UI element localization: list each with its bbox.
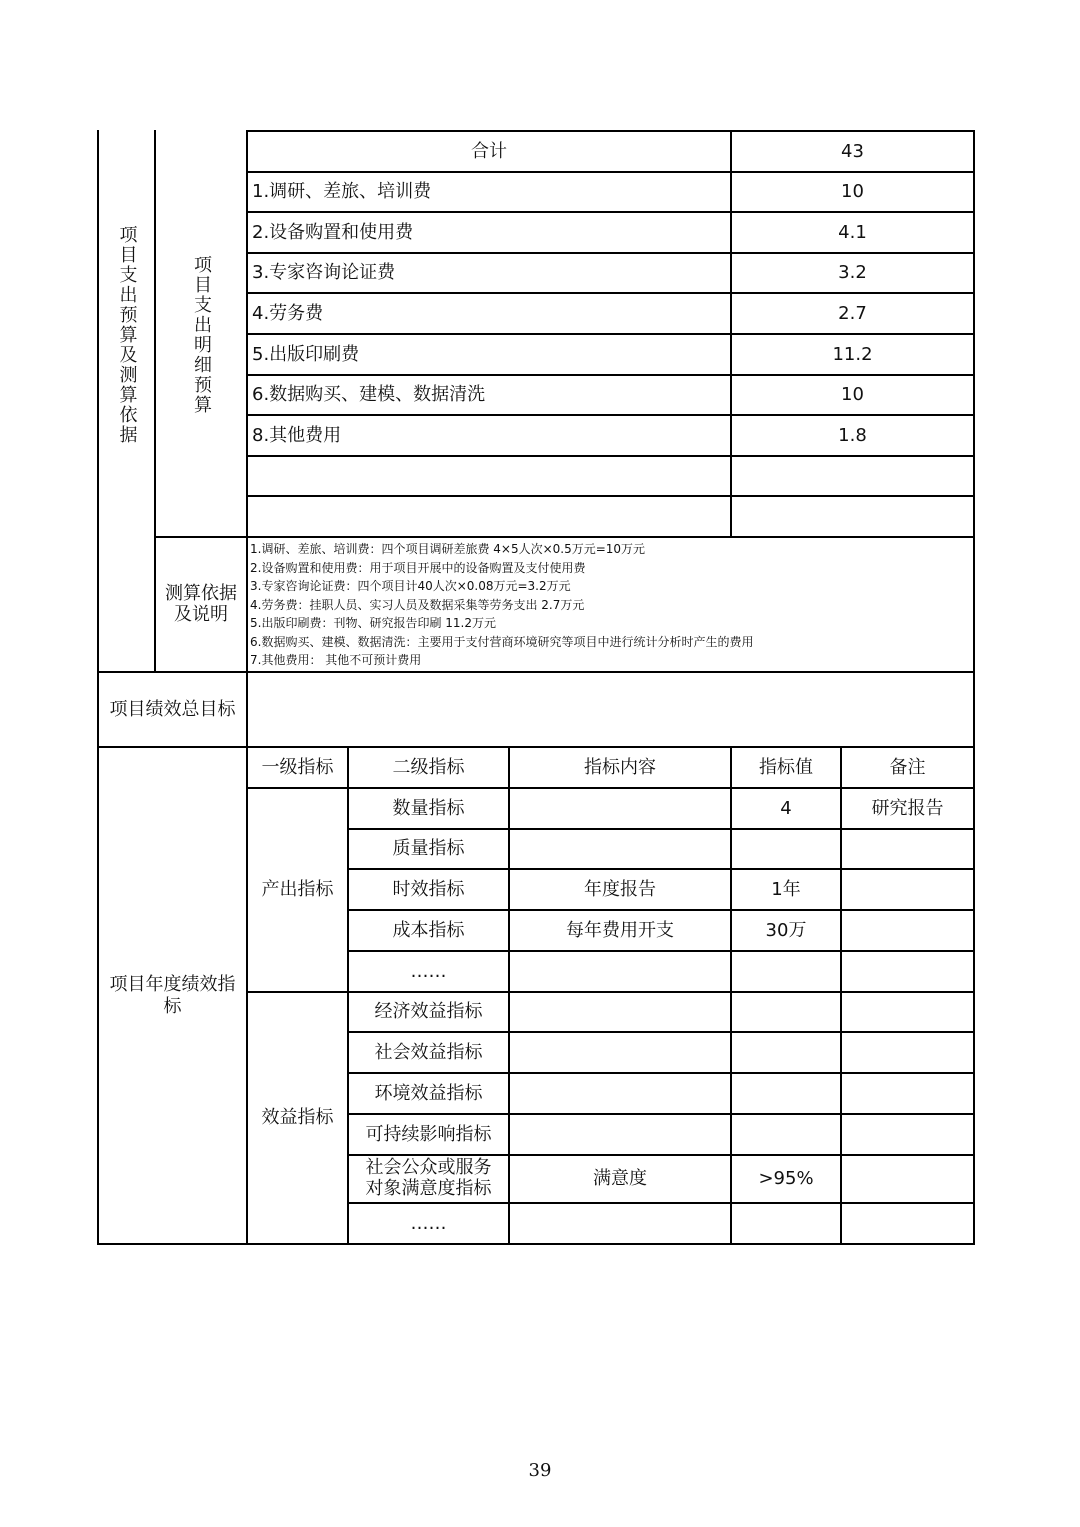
budget-item-label: 4.劳务费: [252, 302, 324, 324]
line: [97, 1243, 975, 1245]
indicator-value: 4: [780, 797, 792, 819]
indicator-name: 经济效益指标: [374, 1001, 483, 1023]
budget-item-value: 10: [841, 181, 864, 203]
indicator-note: [842, 911, 973, 950]
basis-label: [156, 538, 246, 671]
benefit-indicators-label: 效益指标: [261, 1107, 334, 1129]
indicator-name: 数量指标: [392, 797, 465, 819]
budget-item-label: 1.调研、差旅、培训费: [252, 181, 432, 203]
output-indicators-label: 产出指标: [261, 879, 334, 901]
detail-budget-label: 项目支出明细预算: [191, 254, 212, 415]
indicator-name: [349, 1156, 508, 1202]
page-number: 39: [528, 1460, 552, 1481]
indicator-note: [842, 1033, 973, 1072]
indicator-content: [510, 1115, 730, 1154]
indicator-name: ……: [410, 1212, 447, 1234]
budget-item-label: 3.专家咨询论证费: [252, 262, 396, 284]
indicator-name: 成本指标: [392, 919, 465, 941]
indicator-content: 满意度: [593, 1168, 647, 1190]
indicator-value: 1年: [771, 878, 801, 900]
indicator-name-line: 对象满意度指标: [365, 1178, 492, 1199]
budget-item-value: 4.1: [838, 221, 867, 243]
indicator-content: [510, 1204, 730, 1243]
basis-note: 3.专家咨询论证费：四个项目计40人次×0.08万元=3.2万元: [250, 579, 571, 593]
budget-item-value: 3.2: [838, 262, 867, 284]
indicators-label: [99, 748, 246, 1243]
basis-note: 2.设备购置和使用费：用于项目开展中的设备购置及支付使用费: [250, 560, 586, 575]
budget-item-value: [732, 457, 973, 495]
budget-total-label: 合计: [471, 140, 507, 162]
indicator-note: 研究报告: [871, 797, 944, 819]
indicator-content: [510, 1033, 730, 1072]
indicator-content: [510, 1074, 730, 1113]
goal-value: [248, 673, 973, 746]
indicator-content: [510, 993, 730, 1031]
budget-item-label: [248, 457, 730, 495]
line: [973, 130, 975, 1245]
basis-note: 4.劳务费：挂职人员、实习人员及数据采集等劳务支出 2.7万元: [250, 597, 585, 612]
indicator-name: 环境效益指标: [374, 1082, 483, 1104]
header-note: 备注: [889, 756, 926, 778]
indicator-name-line: 社会公众或服务: [365, 1157, 492, 1179]
indicator-value: [732, 1074, 840, 1113]
header-content: 指标内容: [584, 756, 656, 778]
indicator-note: [842, 993, 973, 1031]
indicator-content: 每年费用开支: [566, 919, 674, 941]
indicator-value: >95%: [758, 1168, 814, 1190]
indicator-value: [732, 830, 840, 868]
indicator-name: 质量指标: [392, 838, 465, 860]
indicator-note: [842, 1204, 973, 1243]
indicator-value: 30万: [765, 919, 807, 941]
indicator-note: [842, 870, 973, 909]
indicator-content: [510, 830, 730, 868]
budget-item-label: 6.数据购买、建模、数据清洗: [252, 384, 486, 406]
indicator-note: [842, 1156, 973, 1202]
indicator-note: [842, 830, 973, 868]
basis-notes: [250, 540, 970, 670]
indicator-name: 可持续影响指标: [365, 1123, 492, 1145]
budget-total-value: 43: [841, 140, 864, 162]
budget-item-value: 10: [841, 384, 864, 406]
budget-item-label: 2.设备购置和使用费: [252, 221, 414, 243]
indicator-content: 年度报告: [584, 878, 656, 900]
indicator-note: [842, 1115, 973, 1154]
indicators-label-text: 项目年度绩效指标: [109, 973, 236, 1017]
basis-note: 1.调研、差旅、培训费：四个项目调研差旅费 4×5人次×0.5万元=10万元: [250, 542, 646, 556]
basis-note: 6.数据购买、建模、数据清洗：主要用于支付营商环境研究等项目中进行统计分析时产生的费用: [250, 634, 754, 649]
budget-item-label: 8.其他费用: [252, 424, 342, 446]
budget-item-label: [248, 497, 730, 536]
indicator-value: [732, 993, 840, 1031]
indicator-value: [732, 1204, 840, 1243]
basis-note: 7.其他费用： 其他不可预计费用: [250, 653, 422, 667]
indicator-name: 社会效益指标: [374, 1041, 483, 1063]
line: [154, 536, 975, 538]
budget-item-label: 5.出版印刷费: [252, 343, 360, 365]
goal-label: 项目绩效总目标: [109, 698, 236, 720]
header-value: 指标值: [759, 756, 813, 778]
header-level2: 二级指标: [392, 756, 465, 778]
indicator-value: [732, 1115, 840, 1154]
indicator-content: [510, 952, 730, 991]
budget-item-value: 1.8: [838, 424, 867, 446]
indicator-content: [510, 789, 730, 828]
budget-item-value: 11.2: [832, 343, 873, 365]
budget-section-label: 项目支出预算及测算依据: [116, 224, 138, 445]
header-level1: 一级指标: [261, 756, 334, 778]
basis-label-text: 测算依据及说明: [165, 582, 237, 625]
indicator-note: [842, 1074, 973, 1113]
budget-item-value: [732, 497, 973, 536]
budget-item-value: 2.7: [838, 302, 867, 324]
indicator-name: ……: [410, 960, 447, 982]
indicator-note: [842, 952, 973, 991]
indicator-name: 时效指标: [392, 878, 465, 900]
basis-note: 5.出版印刷费：刊物、研究报告印刷 11.2万元: [250, 616, 496, 630]
indicator-value: [732, 1033, 840, 1072]
indicator-value: [732, 952, 840, 991]
